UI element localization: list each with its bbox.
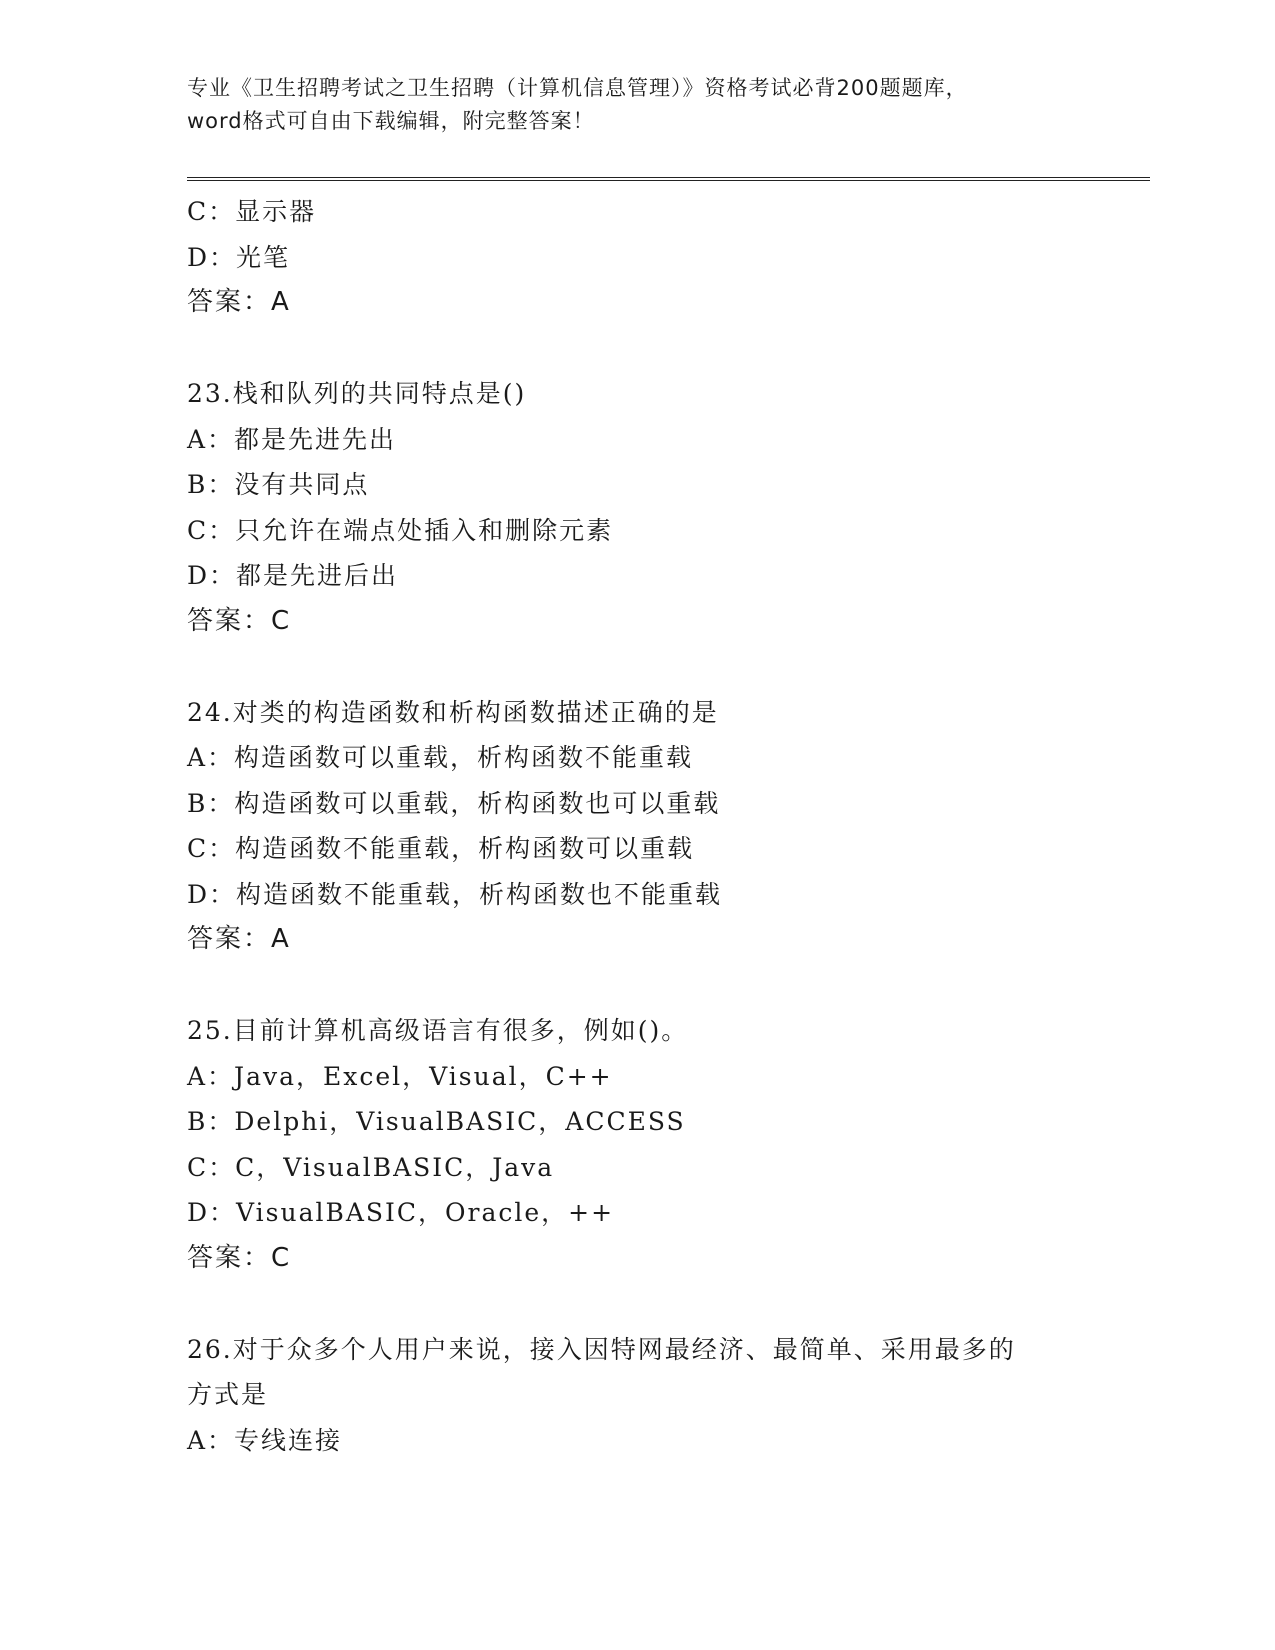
option-a: A：Java，Excel，Visual，C++ (187, 1061, 613, 1091)
option-a: A：专线连接 (187, 1425, 343, 1455)
question-stem: 23.栈和队列的共同特点是() (187, 379, 527, 408)
option-c: C：显示器 (187, 197, 317, 226)
spacer (187, 963, 1087, 1009)
question-list (187, 189, 1087, 1463)
question-25 (187, 1008, 1087, 1281)
option-d: D：构造函数不能重载，析构函数也不能重载 (187, 879, 723, 909)
option-c: C：只允许在端点处插入和删除元素 (187, 515, 614, 545)
answer: 答案：C (187, 1242, 292, 1273)
option-b: B：没有共同点 (187, 470, 370, 499)
spacer (187, 1281, 1087, 1327)
spacer (187, 644, 1087, 690)
answer: 答案：C (187, 605, 292, 636)
option-c: C：构造函数不能重载，析构函数可以重载 (187, 834, 695, 863)
question-stem-line-2: 方式是 (187, 1380, 269, 1409)
option-a: A：都是先进先出 (187, 424, 397, 454)
header-title-line-2: word格式可自由下载编辑，附完整答案！ (187, 109, 595, 133)
question-stem-line-1: 26.对于众多个人用户来说，接入因特网最经济、最简单、采用最多的 (187, 1334, 1016, 1364)
question-26 (187, 1327, 1087, 1464)
option-c: C：C，VisualBASIC，Java (187, 1152, 555, 1182)
option-a: A：构造函数可以重载，析构函数不能重载 (187, 743, 694, 772)
spacer (187, 326, 1087, 372)
question-fragment-22 (187, 189, 1087, 326)
question-stem: 25.目前计算机高级语言有很多，例如()。 (187, 1016, 689, 1045)
option-b: B：构造函数可以重载，析构函数也可以重载 (187, 788, 721, 818)
answer: 答案：A (187, 924, 291, 954)
question-stem: 24.对类的构造函数和析构函数描述正确的是 (187, 697, 719, 727)
question-24 (187, 690, 1087, 963)
header-title-line-1: 专业《卫生招聘考试之卫生招聘（计算机信息管理）》资格考试必背200题题库， (187, 76, 968, 100)
option-d: D：都是先进后出 (187, 561, 399, 590)
option-b: B：Delphi，VisualBASIC，ACCESS (187, 1107, 686, 1136)
answer: 答案：A (187, 287, 291, 317)
header-divider (187, 177, 1150, 181)
option-d: D：光笔 (187, 242, 291, 272)
question-23 (187, 371, 1087, 644)
option-d: D：VisualBASIC，Oracle，++ (187, 1198, 615, 1227)
page-header (187, 72, 1087, 138)
